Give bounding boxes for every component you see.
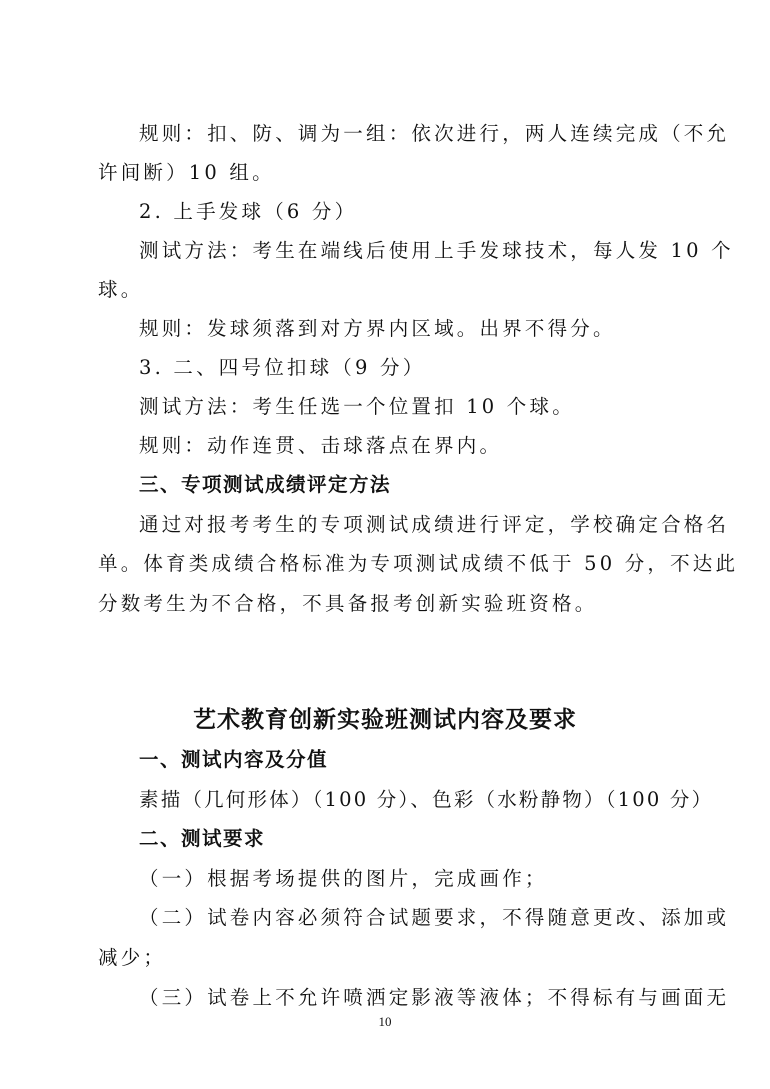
paragraph-line: 测试方法：考生在端线后使用上手发球技术，每人发 10 个 <box>139 239 734 262</box>
paragraph-line: 减少； <box>98 946 167 969</box>
paragraph-line: 规则：发球须落到对方界内区域。出界不得分。 <box>139 317 616 340</box>
paragraph-line: 分数考生为不合格，不具备报考创新实验班资格。 <box>98 592 598 615</box>
paragraph-line: 2. 上手发球（6 分） <box>139 200 358 223</box>
paragraph-line: 规则：扣、防、调为一组：依次进行，两人连续完成（不允 <box>139 122 730 145</box>
section-heading: 三、专项测试成绩评定方法 <box>139 473 392 496</box>
paragraph-line: 通过对报考考生的专项测试成绩进行评定，学校确定合格名 <box>139 513 730 536</box>
section-heading: 二、测试要求 <box>139 827 266 850</box>
paragraph-line: 球。 <box>98 278 144 301</box>
paragraph-line: 3. 二、四号位扣球（9 分） <box>139 356 426 379</box>
paragraph-line: 单。体育类成绩合格标准为专项测试成绩不低于 50 分，不达此 <box>98 552 739 575</box>
paragraph-line: 规则：动作连贯、击球落点在界内。 <box>139 434 503 457</box>
section-heading: 一、测试内容及分值 <box>139 748 329 771</box>
paragraph-line: （三）试卷上不允许喷洒定影液等液体；不得标有与画面无 <box>139 986 730 1009</box>
paragraph-line: 测试方法：考生任选一个位置扣 10 个球。 <box>139 395 575 418</box>
paragraph-line: （一）根据考场提供的图片，完成画作； <box>139 867 548 890</box>
art-section-title: 艺术教育创新实验班测试内容及要求 <box>193 707 577 733</box>
paragraph-line: 素描（几何形体）（100 分）、色彩（水粉静物）（100 分） <box>139 788 714 811</box>
paragraph-line: 许间断）10 组。 <box>98 161 275 184</box>
page-number: 10 <box>378 1014 392 1029</box>
paragraph-line: （二）试卷内容必须符合试题要求，不得随意更改、添加或 <box>139 906 730 929</box>
